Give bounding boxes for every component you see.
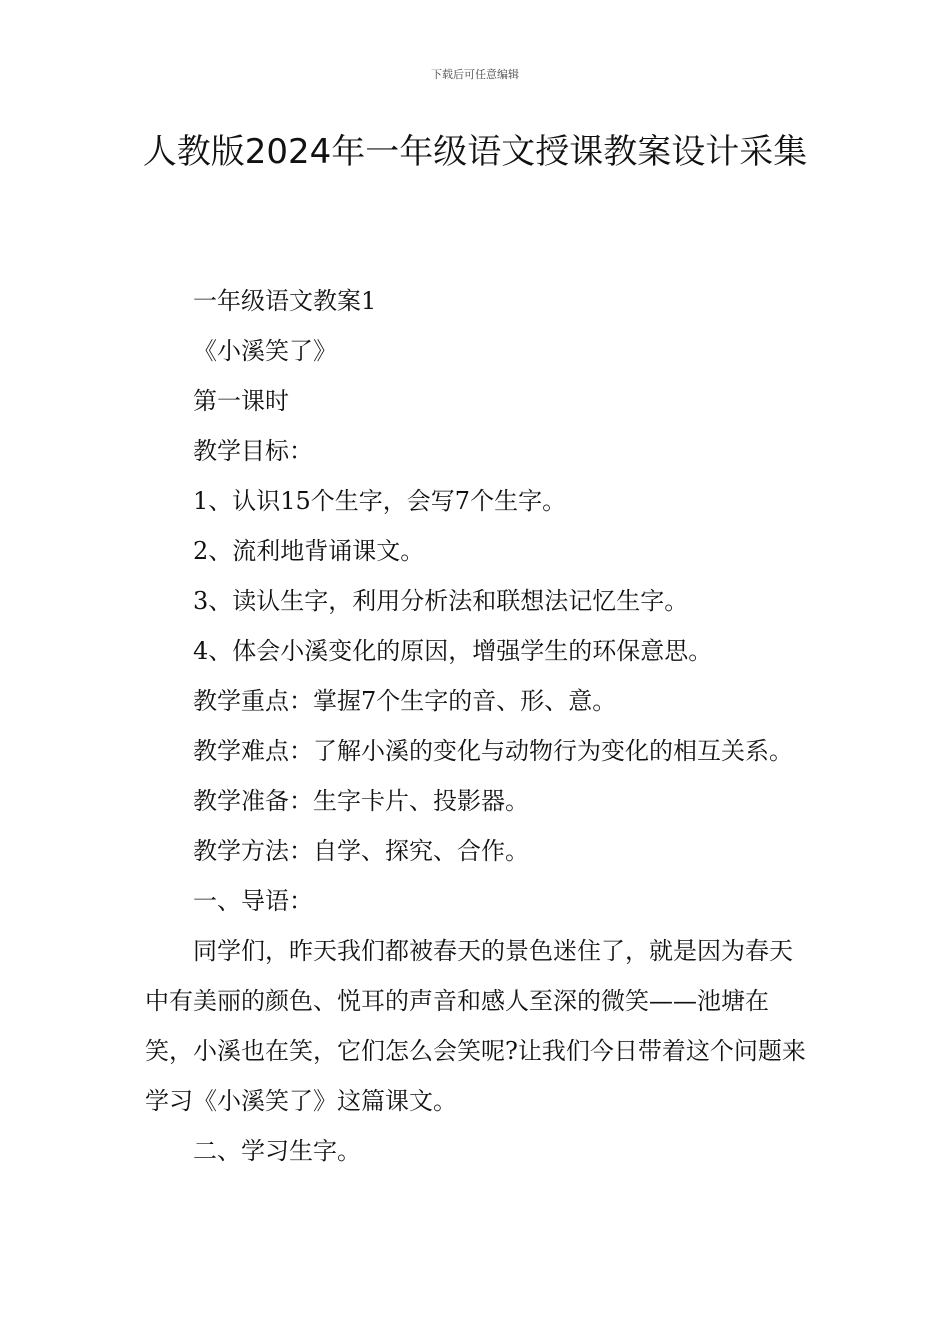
paragraph: 一、导语：	[193, 887, 313, 915]
paragraph: 1、认识15个生字，会写7个生字。	[193, 487, 567, 515]
paragraph: 二、学习生字。	[193, 1137, 361, 1165]
paragraph: 教学方法：自学、探究、合作。	[193, 837, 529, 865]
paragraph: 《小溪笑了》	[193, 337, 337, 365]
paragraph: 4、体会小溪变化的原因，增强学生的环保意思。	[193, 637, 713, 665]
document-title: 人教版2024年一年级语文授课教案设计采集	[142, 132, 808, 172]
paragraph: 一年级语文教案1	[193, 287, 377, 315]
paragraph: 同学们，昨天我们都被春天的景色迷住了，就是因为春天中有美丽的颜色、悦耳的声音和感人至深的微笑——池塘在笑，小溪也在笑，它们怎么会笑呢?让我们今日带着这个问题来学习《小溪笑了》这篇课文。	[145, 937, 806, 1115]
paragraph: 教学准备：生字卡片、投影器。	[193, 787, 529, 815]
paragraph: 2、流利地背诵课文。	[193, 537, 425, 565]
paragraph: 第一课时	[193, 387, 289, 415]
document-body	[145, 276, 810, 1176]
paragraph: 教学难点：了解小溪的变化与动物行为变化的相互关系。	[193, 737, 793, 765]
header-note: 下载后可任意编辑	[431, 68, 519, 81]
paragraph: 教学重点：掌握7个生字的音、形、意。	[193, 687, 617, 715]
paragraph: 教学目标：	[193, 437, 313, 465]
paragraph: 3、读认生字，利用分析法和联想法记忆生字。	[193, 587, 689, 615]
